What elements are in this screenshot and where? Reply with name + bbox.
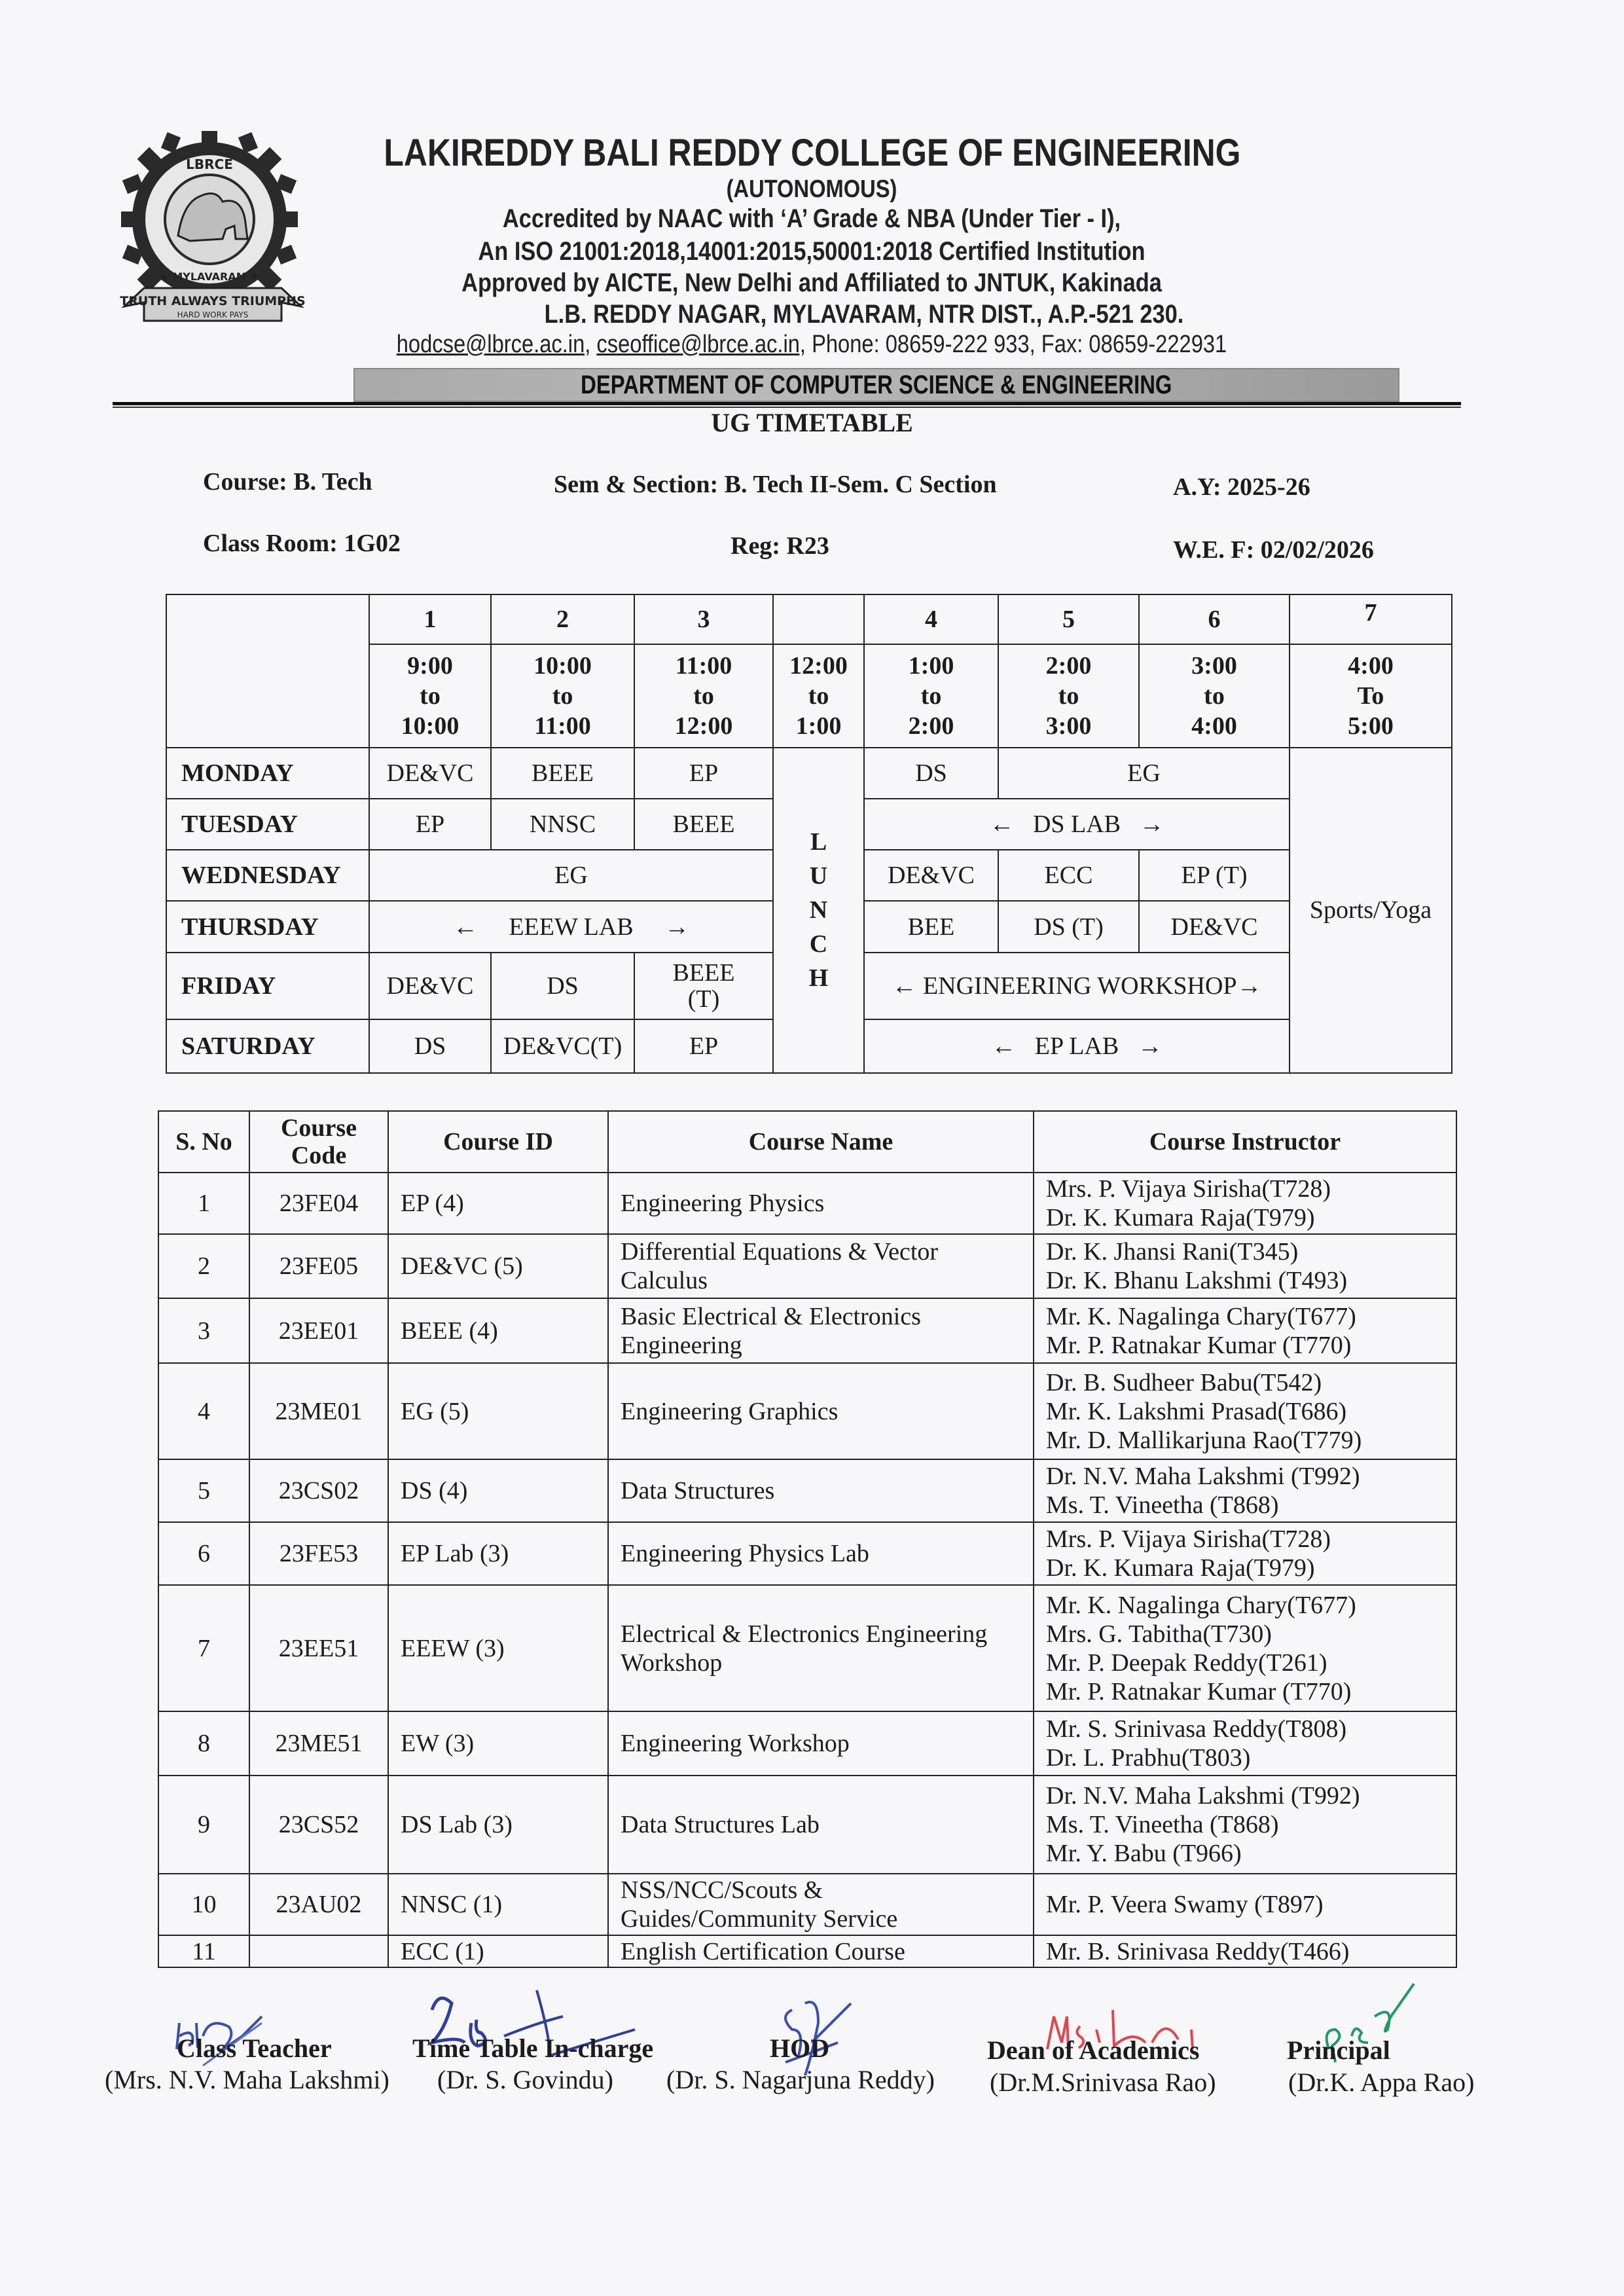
course-name [608, 1711, 1034, 1776]
sem-section-label: Sem & Section: B. Tech II-Sem. C Section [554, 471, 997, 498]
course-name [608, 1935, 1034, 1967]
course-name [608, 1874, 1034, 1935]
sig-title-class-teacher: Class Teacher [177, 2033, 332, 2063]
period-time: 9:00 to 10:00 [369, 644, 491, 747]
phone-fax: Phone: 08659-222 933, Fax: 08659-222931 [805, 331, 1227, 358]
period-time: 4:00 To 5:00 [1290, 644, 1452, 747]
instructor-name: Dr. B. Sudheer Babu(T542) [1046, 1368, 1322, 1396]
course-instructors [1034, 1874, 1456, 1935]
header-divider [113, 402, 1461, 405]
timetable-grid [166, 594, 1453, 1074]
course-code: 23AU02 [249, 1874, 388, 1935]
course-code: 23CS02 [249, 1459, 388, 1522]
course-name-line: Data Structures Lab [621, 1811, 820, 1838]
sig-title-principal: Principal [1287, 2035, 1390, 2065]
instructor-name: Dr. L. Prabhu(T803) [1046, 1744, 1251, 1772]
instructor-name: Mr. D. Mallikarjuna Rao(T779) [1046, 1426, 1362, 1454]
slot: EP [369, 799, 491, 850]
instructor-name: Mrs. P. Vijaya Sirisha(T728) [1046, 1525, 1331, 1553]
slot: EP (T) [1139, 850, 1290, 901]
course-instructors [1034, 1459, 1456, 1522]
instructor-name: Mr. Y. Babu (T966) [1046, 1840, 1242, 1867]
course-code: 23FE04 [249, 1173, 388, 1234]
class-room-label: Class Room: 1G02 [203, 530, 401, 557]
sig-name-hod: (Dr. S. Nagarjuna Reddy) [666, 2065, 935, 2094]
accreditation-line: Accredited by NAAC with ‘A’ Grade & NBA (Under Tier - I), [502, 204, 1121, 233]
course-name-line: Data Structures [621, 1477, 775, 1504]
slot: DE&VC [369, 748, 491, 799]
sig-title-hod: HOD [770, 2033, 830, 2063]
hod-email-link[interactable]: hodcse@lbrce.ac.in, [396, 331, 591, 358]
instructor-name: Mrs. P. Vijaya Sirisha(T728) [1046, 1175, 1331, 1203]
course-instructors [1034, 1711, 1456, 1776]
contact-line [355, 331, 1267, 359]
course-id: BEEE (4) [388, 1298, 608, 1363]
day-tuesday: TUESDAY [166, 799, 369, 850]
course-instructors [1034, 1298, 1456, 1363]
instructor-name: Mr. P. Ratnakar Kumar (T770) [1046, 1677, 1352, 1705]
academic-year-label: A.Y: 2025-26 [1173, 473, 1310, 501]
course-name-line: Engineering [621, 1331, 742, 1359]
course-row [158, 1935, 1456, 1967]
day-saturday: SATURDAY [166, 1019, 369, 1073]
course-instructors [1034, 1776, 1456, 1874]
course-sno: 3 [158, 1298, 249, 1363]
lab-slot: ← DS LAB → [864, 799, 1290, 850]
department-banner [353, 368, 1399, 402]
svg-text:TRUTH ALWAYS TRIUMPHS: TRUTH ALWAYS TRIUMPHS [120, 294, 306, 308]
college-name: LAKIREDDY BALI REDDY COLLEGE OF ENGINEERING [384, 132, 1241, 174]
course-row [158, 1585, 1456, 1711]
slot: EP [634, 1019, 773, 1073]
lunch-time: 12:00 to 1:00 [773, 644, 864, 747]
period-time: 1:00 to 2:00 [864, 644, 998, 747]
period-number: 6 [1139, 594, 1290, 644]
course-row [158, 1173, 1456, 1234]
course-name [608, 1363, 1034, 1459]
instructor-name: Dr. N.V. Maha Lakshmi (T992) [1046, 1782, 1360, 1810]
period-time: 10:00 to 11:00 [491, 644, 634, 747]
sig-title-dean: Dean of Academics [987, 2035, 1200, 2065]
lunch-period-header [773, 594, 864, 644]
course-id: EW (3) [388, 1711, 608, 1776]
instructor-name: Mr. P. Veera Swamy (T897) [1046, 1891, 1324, 1918]
course-sno: 2 [158, 1234, 249, 1298]
sig-title-timetable-incharge: Time Table In-charge [412, 2033, 654, 2063]
course-row [158, 1874, 1456, 1935]
slot: EP [634, 748, 773, 799]
period-number: 3 [634, 594, 773, 644]
course-instructors [1034, 1173, 1456, 1234]
course-sno: 5 [158, 1459, 249, 1522]
course-code: 23CS52 [249, 1776, 388, 1874]
arrow-left-icon: ← [989, 810, 1015, 838]
instructor-name: Ms. T. Vineetha (T868) [1046, 1491, 1279, 1519]
arrow-right-icon: → [664, 913, 690, 941]
course-code: 23EE01 [249, 1298, 388, 1363]
course-row [158, 1234, 1456, 1298]
college-status: (AUTONOMOUS) [726, 175, 897, 203]
course-name-line: Engineering Graphics [621, 1397, 839, 1425]
course-name-line: Engineering Workshop [621, 1730, 850, 1757]
slot: DS [864, 748, 998, 799]
course-code: 23FE53 [249, 1522, 388, 1585]
period-number: 5 [998, 594, 1139, 644]
instructor-name: Dr. K. Kumara Raja(T979) [1046, 1204, 1315, 1231]
instructor-name: Mr. K. Nagalinga Chary(T677) [1046, 1591, 1356, 1619]
college-logo [118, 131, 308, 327]
period-number: 2 [491, 594, 634, 644]
svg-text:LBRCE: LBRCE [186, 156, 233, 172]
instructor-name: Mr. S. Srinivasa Reddy(T808) [1046, 1715, 1347, 1743]
course-id: DS Lab (3) [388, 1776, 608, 1874]
iso-line: An ISO 21001:2018,14001:2015,50001:2018 Certified Institution [478, 237, 1146, 266]
slot: DE&VC [369, 953, 491, 1019]
slot: EG [369, 850, 773, 901]
slot: EG [998, 748, 1290, 799]
corner-cell [166, 594, 369, 748]
course-instructors [1034, 1585, 1456, 1711]
course-name-line: Engineering Physics [621, 1190, 825, 1217]
period-time: 2:00 to 3:00 [998, 644, 1139, 747]
slot: BEEE (T) [634, 953, 773, 1019]
period-number: 1 [369, 594, 491, 644]
arrow-left-icon: ← [452, 913, 478, 941]
sig-name-class-teacher: (Mrs. N.V. Maha Lakshmi) [105, 2065, 389, 2094]
course-id: DE&VC (5) [388, 1234, 608, 1298]
lab-slot: ← EEEW LAB → [369, 901, 773, 953]
day-monday: MONDAY [166, 748, 369, 799]
course-id: EEEW (3) [388, 1585, 608, 1711]
instructor-name: Dr. K. Jhansi Rani(T345) [1046, 1238, 1299, 1266]
course-name [608, 1776, 1034, 1874]
sig-name-dean: (Dr.M.Srinivasa Rao) [990, 2068, 1216, 2097]
department-name: DEPARTMENT OF COMPUTER SCIENCE & ENGINEERING [581, 371, 1172, 399]
address-line: L.B. REDDY NAGAR, MYLAVARAM, NTR DIST., A.P.-521 230. [544, 300, 1184, 329]
course-instructors [1034, 1363, 1456, 1459]
course-name-line: Electrical & Electronics Engineering [621, 1620, 988, 1648]
period-time: 11:00 to 12:00 [634, 644, 773, 747]
period-number: 7 [1290, 594, 1452, 644]
lab-slot: ← ENGINEERING WORKSHOP→ [864, 953, 1290, 1019]
instructor-name: Mr. B. Srinivasa Reddy(T466) [1046, 1937, 1350, 1965]
day-wednesday: WEDNESDAY [166, 850, 369, 901]
course-name-line: Calculus [621, 1267, 708, 1294]
course-name [608, 1585, 1034, 1711]
header-sno: S. No [158, 1111, 249, 1173]
arrow-right-icon: → [1236, 972, 1262, 1000]
arrow-right-icon: → [1139, 810, 1164, 838]
wef-date-label: W.E. F: 02/02/2026 [1173, 536, 1374, 564]
course-instructors [1034, 1234, 1456, 1298]
course-name-line: Basic Electrical & Electronics [621, 1302, 921, 1330]
course-sno: 6 [158, 1522, 249, 1585]
course-code [249, 1935, 388, 1967]
instructor-name: Mr. P. Ratnakar Kumar (T770) [1046, 1331, 1352, 1359]
course-name-line: Guides/Community Service [621, 1905, 898, 1933]
period-number: 4 [864, 594, 998, 644]
course-id: NNSC (1) [388, 1874, 608, 1935]
course-code: 23FE05 [249, 1234, 388, 1298]
course-row [158, 1459, 1456, 1522]
course-row [158, 1298, 1456, 1363]
sports-yoga: Sports/Yoga [1290, 748, 1452, 1073]
svg-text:HARD WORK PAYS: HARD WORK PAYS [177, 310, 249, 319]
course-id: ECC (1) [388, 1935, 608, 1967]
slot: BEE [864, 901, 998, 953]
course-instructors [1034, 1935, 1456, 1967]
course-code: 23EE51 [249, 1585, 388, 1711]
instructor-name: Mrs. G. Tabitha(T730) [1046, 1620, 1272, 1648]
svg-text:★ MYLAVARAM ★: ★ MYLAVARAM ★ [159, 270, 260, 283]
instructor-name: Ms. T. Vineetha (T868) [1046, 1811, 1279, 1838]
instructor-name: Dr. K. Bhanu Lakshmi (T493) [1046, 1267, 1348, 1294]
slot: DE&VC [864, 850, 998, 901]
slot: DE&VC(T) [491, 1019, 634, 1073]
course-name-line: English Certification Course [621, 1937, 905, 1965]
course-name [608, 1234, 1034, 1298]
course-row [158, 1711, 1456, 1776]
slot: NNSC [491, 799, 634, 850]
course-sno: 8 [158, 1711, 249, 1776]
slot: DS [491, 953, 634, 1019]
office-email-link[interactable]: cseoffice@lbrce.ac.in, [596, 331, 806, 358]
course-name [608, 1173, 1034, 1234]
instructor-name: Dr. N.V. Maha Lakshmi (T992) [1046, 1463, 1360, 1490]
course-row [158, 1363, 1456, 1459]
sig-name-principal: (Dr.K. Appa Rao) [1288, 2068, 1475, 2097]
course-sno: 9 [158, 1776, 249, 1874]
arrow-left-icon: ← [991, 1032, 1017, 1060]
course-name [608, 1459, 1034, 1522]
course-row [158, 1776, 1456, 1874]
course-sno: 10 [158, 1874, 249, 1935]
instructor-name: Dr. K. Kumara Raja(T979) [1046, 1554, 1315, 1582]
course-name-line: Engineering Physics Lab [621, 1540, 869, 1567]
day-thursday: THURSDAY [166, 901, 369, 953]
course-sno: 1 [158, 1173, 249, 1234]
slot: DE&VC [1139, 901, 1290, 953]
course-name-line: Differential Equations & Vector [621, 1238, 939, 1266]
lab-slot: ← EP LAB → [864, 1019, 1290, 1073]
course-instructors [1034, 1522, 1456, 1585]
course-name-line: Workshop [621, 1649, 723, 1677]
instructor-name: Mr. K. Nagalinga Chary(T677) [1046, 1302, 1356, 1330]
course-row [158, 1522, 1456, 1585]
course-name-line: NSS/NCC/Scouts & [621, 1876, 823, 1904]
header-course-name: Course Name [608, 1111, 1034, 1173]
approval-line: Approved by AICTE, New Delhi and Affiliated to JNTUK, Kakinada [461, 268, 1162, 297]
period-time: 3:00 to 4:00 [1139, 644, 1290, 747]
course-name [608, 1522, 1034, 1585]
lunch-break: L U N C H [773, 748, 864, 1073]
course-label: Course: B. Tech [203, 468, 372, 496]
course-code: 23ME01 [249, 1363, 388, 1459]
slot: DS (T) [998, 901, 1139, 953]
slot: DS [369, 1019, 491, 1073]
header-course-id: Course ID [388, 1111, 608, 1173]
slot: ECC [998, 850, 1139, 901]
arrow-right-icon: → [1137, 1032, 1163, 1060]
course-id: DS (4) [388, 1459, 608, 1522]
course-sno: 4 [158, 1363, 249, 1459]
course-table [158, 1110, 1457, 1968]
regulation-label: Reg: R23 [731, 532, 829, 560]
slot: BEEE [634, 799, 773, 850]
course-sno: 11 [158, 1935, 249, 1967]
document-title: UG TIMETABLE [711, 408, 913, 437]
sig-name-timetable-incharge: (Dr. S. Govindu) [437, 2065, 613, 2094]
arrow-left-icon: ← [892, 972, 917, 1000]
header-course-instructor: Course Instructor [1034, 1111, 1456, 1173]
course-name [608, 1298, 1034, 1363]
day-friday: FRIDAY [166, 953, 369, 1019]
course-code: 23ME51 [249, 1711, 388, 1776]
header-course-code: Course Code [249, 1111, 388, 1173]
course-sno: 7 [158, 1585, 249, 1711]
instructor-name: Mr. K. Lakshmi Prasad(T686) [1046, 1397, 1347, 1425]
slot: BEEE [491, 748, 634, 799]
course-id: EP Lab (3) [388, 1522, 608, 1585]
course-id: EG (5) [388, 1363, 608, 1459]
instructor-name: Mr. P. Deepak Reddy(T261) [1046, 1649, 1327, 1677]
course-id: EP (4) [388, 1173, 608, 1234]
